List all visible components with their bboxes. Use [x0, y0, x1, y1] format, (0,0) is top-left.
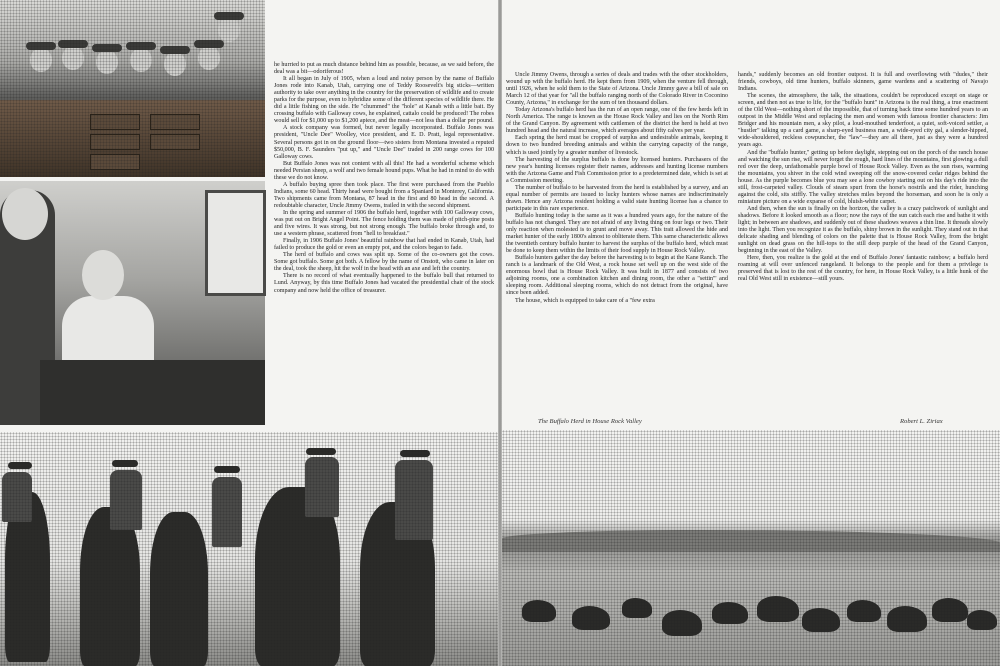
author-caption: Robert L. Ziriax: [900, 418, 943, 425]
cowboys-on-horseback-photo: [0, 432, 498, 666]
paragraph: The scenes, the atmosphere, the talk, the situations, couldn't be reproduced except on stage or screen, and then not as true to life, for the "buffalo hunt" in Arizona is the real thing, a true enactment of the Old West—nothing short of the impossible, that of turning back time some hundred years to an outpost in the Middle West and replacing the men and women with famous frontier characters: Jim Bridger and his mountain men, a sky pilot, a loud-mouthed tenderfoot, a quiet, soft-voiced settler, a "hustler" talking up a card game, a sharp-eyed business man, a wide-eyed city gal, a slender-hipped, wide-shouldered, reckless cowpuncher, the "law"—they are all there, just as they were a hundred years ago.: [738, 93, 988, 149]
paragraph: Buffalo hunters gather the day before the harvesting is to begin at the Kane Ranch. The ranch is a landmark of the Old West, a rock house set well up on the west side of the enormous bowl that is House Rock Valley. It was built in 1877 and consists of two adjoining rooms, one a combination kitchen and dining room, the other a "settin'" and sleeping room. Additional sleeping rooms, which do not detract from the original, have since been added.: [506, 255, 728, 297]
paragraph: he hurried to put as much distance behind him as possible, because, as we said before, the deal was a bit—odoriferous!: [274, 62, 494, 76]
paragraph: There is no record of what eventually happened to the buffalo bull that returned to Lund. Anyway, by this time Buffalo Jones had vacated the presidential chair of the stock company and now held the office of treasurer.: [274, 273, 494, 294]
paragraph: Buffalo hunting today is the same as it was a hundred years ago, for the nature of the buffalo has not changed. They are not afraid of any living thing on four legs or two. Their only reaction when molested is to grunt and move away. This trait allowed the hide and market hunter of the early 1800's almost to obliterate them. This same characteristic allows the twentieth century buffalo hunter to harvest the surplus of the buffalo herd, which must be done to keep them within the limits of their food supply in House Rock Valley.: [506, 212, 728, 255]
text-column-2: [506, 72, 728, 305]
paragraph: It all began in July of 1905, when a loud and noisy person by the name of Buffalo Jones rode into Kanab, Utah, carrying one of Teddy Roosevelt's big sticks—written authority to take over anything in the country for the preservation of wildlife and to create parks for the purpose, even to hybridize some of the different species of wildlife there. He did a little fishing on the side. He "chummed" the "hole" at Kanab with a little bait. By crossing buffalo with Galloway cows, he explained, cattalo could be produced! The robes would sell for $1,000 up to $1,200 apiece, and the meat—not less than a dollar per pound.: [274, 76, 494, 125]
paragraph: Finally, in 1906 Buffalo Jones' beautiful rainbow that had ended in Kanab, Utah, had failed to produce the gold or even an empty pot, and the colors began to fade.: [274, 238, 494, 252]
paragraph: In the spring and summer of 1906 the buffalo herd, together with 100 Galloway cows, was put out on Bright Angel Point. The fence holding them was made of pitch-pine posts and five wires. It was strong, but not strong enough. The buffalo broke through and, to use a western phrase, scattered from "hell to breakfast.": [274, 209, 494, 238]
paragraph: And the "buffalo hunter," getting up before daylight, stepping out on the porch of the ranch house and watching the sun rise, will never forget the rough, hard lines of the mountains, first glowing a dull red over the deep, unfathomable purple bowl of House Rock Valley. Even as the sun rises, warming the mountains, you shiver in the cold wind sweeping off the snow-covered cedar ridges behind the house. As the purple becomes blue you may see a lone cowboy starting out on his day's ride into the still, frost-carpeted valley. Clouds of steam spurt from the horse's nostrils and the rider, hunching against the cold, sits stiffly. The valley stretches miles beyond the horseman, and soon he is only a miniature picture on a wide expanse of cold, bluish-white carpet.: [738, 149, 988, 205]
paragraph: The harvesting of the surplus buffalo is done by licensed hunters. Purchasers of the new year's hunting licenses register their names, addresses and hunting license numbers with the Arizona Game and Fish Commission prior to a predetermined date, which is set at a Commission meeting.: [506, 156, 728, 184]
article-title-caption: The Buffalo Herd in House Rock Valley: [538, 418, 642, 425]
paragraph: Here, then, you realize is the gold at the end of Buffalo Jones' fantastic rainbow; a buffalo herd roaming at will over unfenced rangeland. It belongs to the people and for them a privilege is preserved that is lost to the rest of the country, for here, in House Rock Valley, is a little hunk of the real Old West still in existence—still yours.: [738, 255, 988, 283]
paragraph: hands," suddenly becomes an old frontier outpost. It is full and overflowing with "dudes," their friends, cowboys, old time hunters, buffalo skinners, game wardens and a scattering of Navajo Indians.: [738, 72, 988, 93]
boy-head: [82, 250, 124, 300]
text-column-1: [274, 62, 494, 295]
paragraph: A stock company was formed, but never legally incorporated. Buffalo Jones was president, "Uncle Dee" Woolley, vice president, and E. D. Pratt, legal representative. Several persons got in on the ground floor—two sisters from Montana invested a reputed $50,000, B. F. Saunders "put up," and "Uncle Dee" traded in 200 range cows for 100 Galloway cows.: [274, 125, 494, 160]
paragraph: And then, when the sun is finally on the horizon, the valley is a crazy patchwork of sunlight and shadows. Before it looked smooth as a floor; now the rays of the sun catch each rise and bathe it with light; in between are shadows, and suddenly out of these shadows weaves a thin line. It threads slowly into the light. Then you recognize it as the buffalo, shiny brown in the sunlight. They stand out in that delicate shading and blending of colors on the palette that is House Rock Valley, from the bright sunlight on dead grass on the hill-tops to the still deep purple of the head of the Grand Canyon, beginning in the east of the Valley.: [738, 205, 988, 255]
man-head: [2, 188, 48, 240]
left-page: [0, 0, 498, 666]
paragraph: The number of buffalo to be harvested from the herd is established by a survey, and an equal number of permits are issued to lucky hunters whose names are indiscriminately drawn. Hence any Arizona resident holding a valid state hunting license has a chance to participate in this rare experience.: [506, 184, 728, 212]
text-column-3: [738, 72, 988, 283]
paragraph: But Buffalo Jones was not content with all this! He had a wonderful scheme which needed Persian sheep, a wolf and two female hound pups. What he had in mind to do with these we do not know.: [274, 160, 494, 181]
paragraph: The herd of buffalo and cows was split up. Some of the co-owners got the cows. Some got buffalo. Some got both. A fellow by the name of Onstott, who came in later on the deal, took the sheep, hit the wolf in the head with an axe and left the country.: [274, 252, 494, 273]
courtroom-photo: [0, 0, 265, 177]
paragraph: Uncle Jimmy Owens, through a series of deals and trades with the other stockholders, wound up with the buffalo herd. He kept them from 1909, when the venture fell through, until 1926, when he sold them to the State of Arizona. Uncle Jimmy gave a bill of sale on March 12 of that year for "all the buffalo ranging north of the Colorado River in Coconino County, Arizona," in exchange for the sum of ten thousand dollars.: [506, 72, 728, 107]
buffalo-herd-photo: [502, 430, 1000, 666]
office-window: [205, 190, 266, 296]
paragraph: A buffalo buying spree then took place. The first were purchased from the Pueblo Indians, some 60 head. Thirty head were bought from a Spaniard in Monterey, California. Two shipments came from Montana, 87 head in the first and 80 head in the second. A redoubtable character, Uncle Jimmy Owens, trailed in with the second shipment.: [274, 181, 494, 209]
paragraph: Each spring the herd must be cropped of surplus and undesirable animals, keeping it down to two hundred breeding animals and within the carrying capacity of the range, which is used jointly by a greater number of livestock.: [506, 135, 728, 156]
paragraph: Today Arizona's buffalo herd has the run of an open range, one of the few herds left in North America. The range is known as the House Rock Valley and lies on the North Rim of the Grand Canyon. By agreement with cattlemen of the district the herd is held at two hundred head and the natural increase, which averages about fifty calves per year.: [506, 107, 728, 135]
desk: [40, 360, 265, 425]
paragraph: The house, which is equipped to take care of a "few extra: [515, 297, 655, 304]
